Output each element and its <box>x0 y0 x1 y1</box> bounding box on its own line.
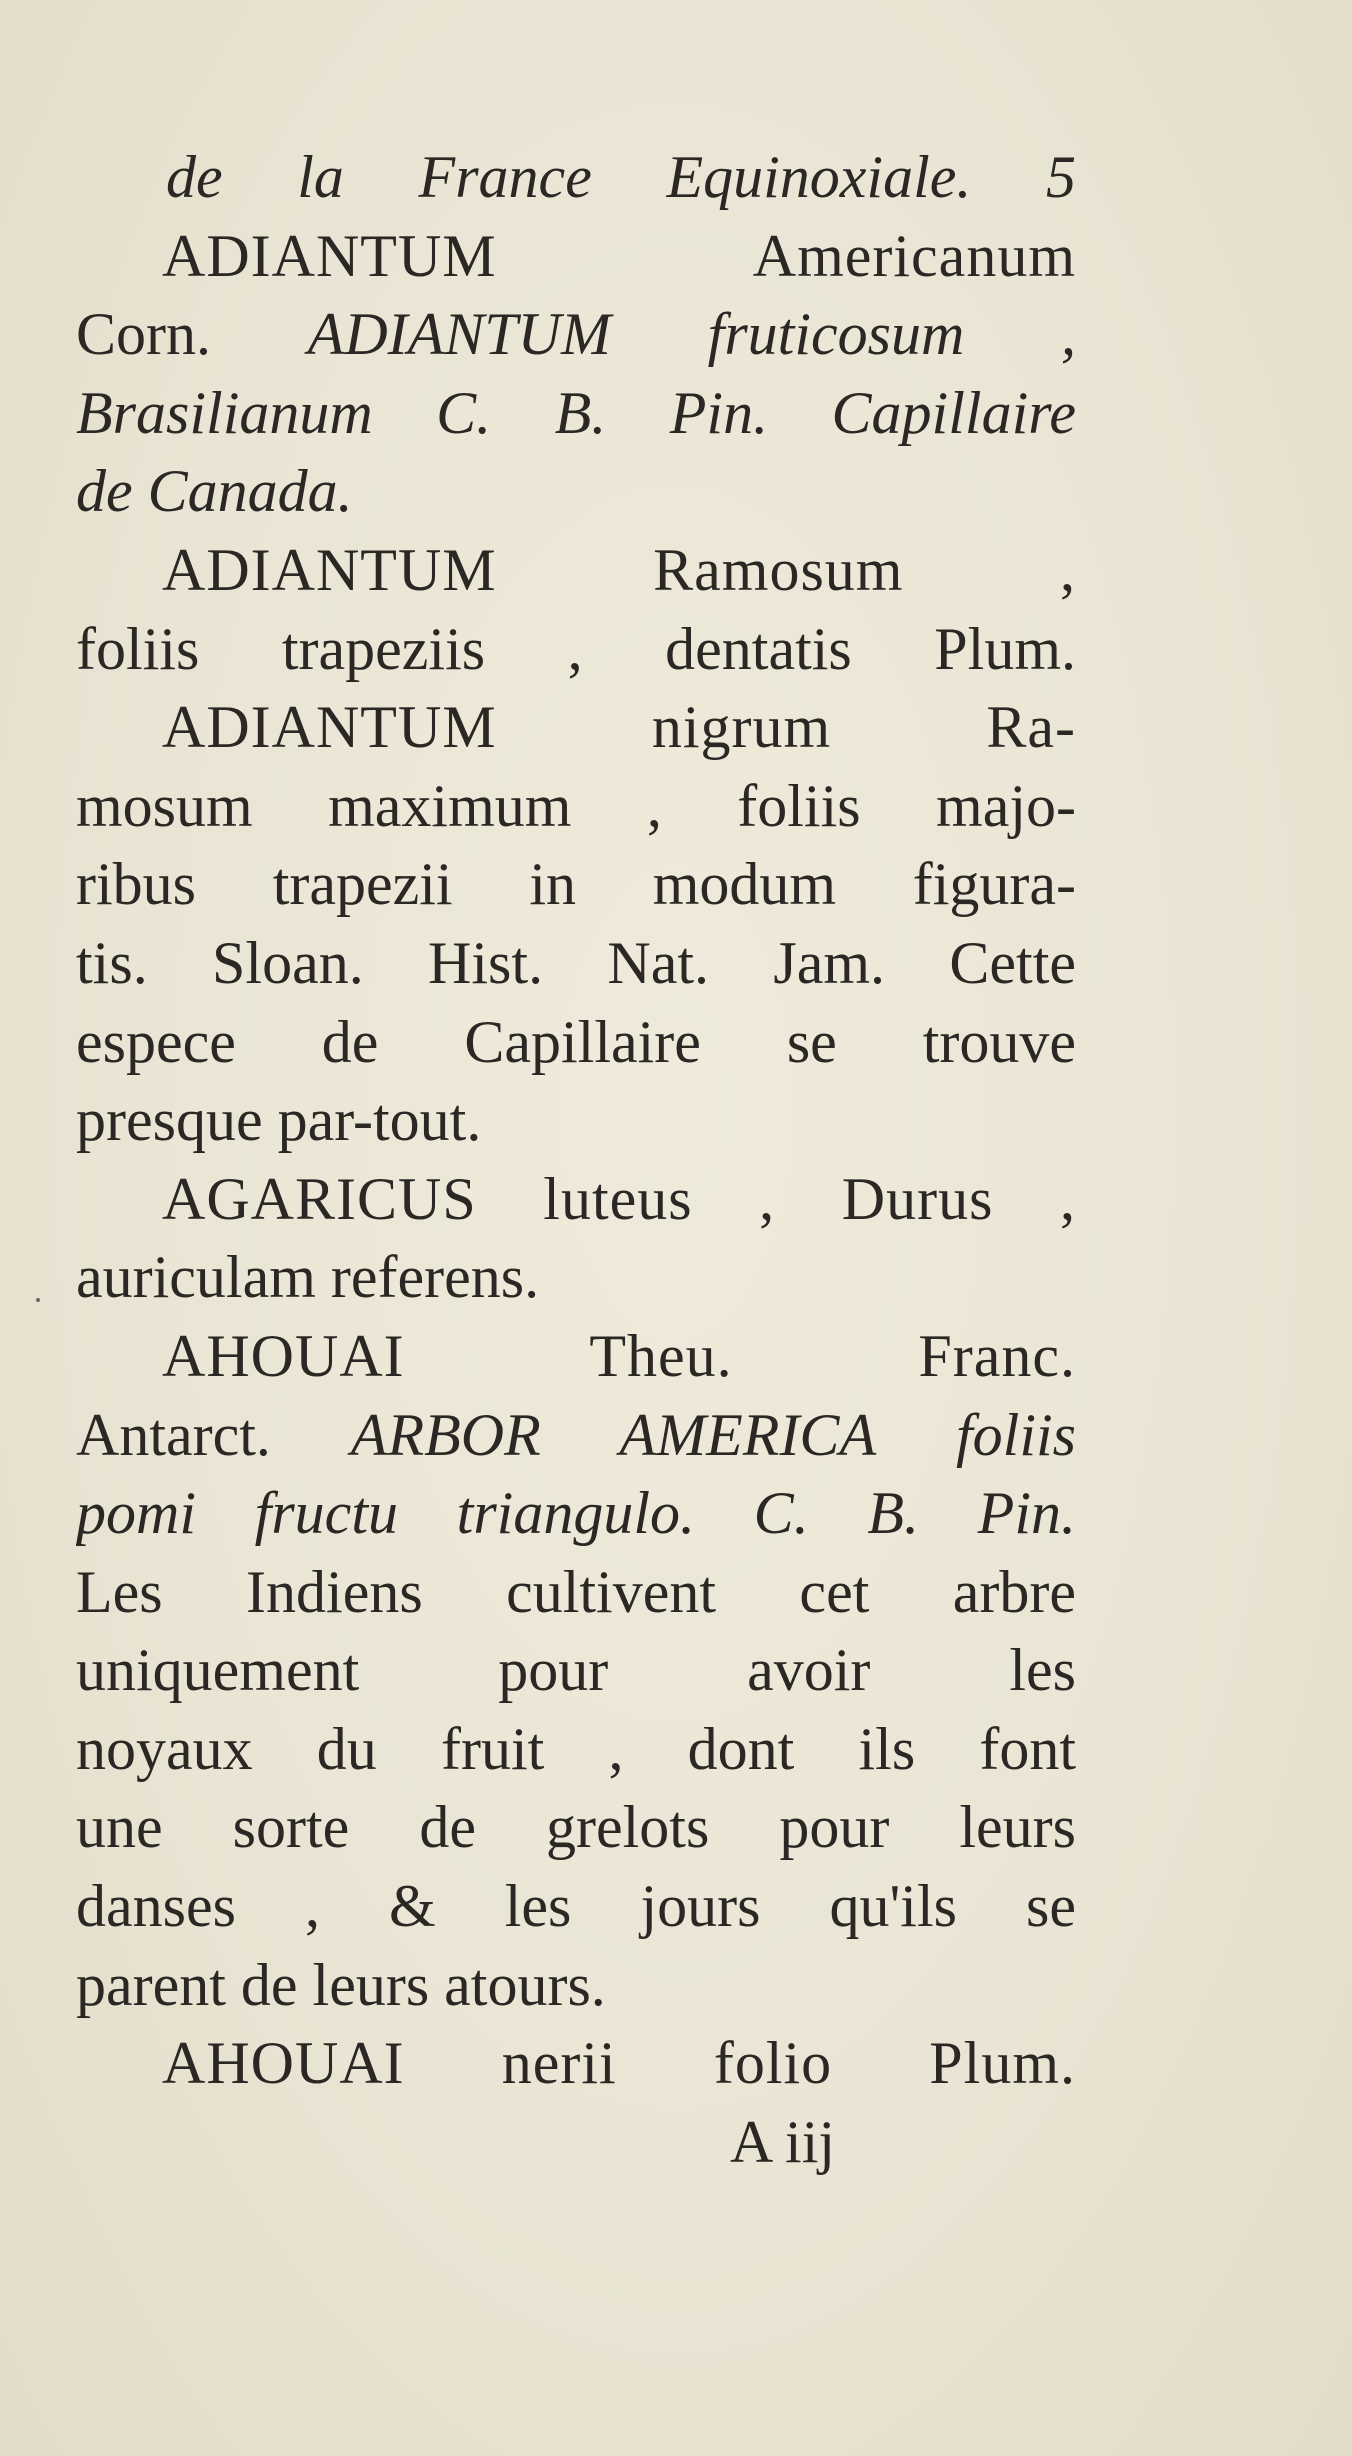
text-line: AHOUAI nerii folio Plum. <box>162 2030 1076 2097</box>
text-line: Les Indiens cultivent cet arbre <box>76 1558 1076 1625</box>
text-line: noyaux du fruit , dont ils font <box>76 1715 1076 1782</box>
text-line: uniquement pour avoir les <box>76 1637 1076 1704</box>
text-line: auriculam referens. <box>76 1244 540 1311</box>
running-header <box>76 138 1076 217</box>
text-line: ribus trapezii in modum figura- <box>76 851 1076 918</box>
text-line: mosum maximum , foliis majo- <box>76 772 1076 839</box>
text-line: AHOUAI Theu. Franc. <box>162 1322 1076 1389</box>
text-line: tis. Sloan. Hist. Nat. Jam. Cette <box>76 929 1076 996</box>
text-line: pomi fructu triangulo. C. B. Pin. <box>76 1480 1076 1547</box>
text-line: une sorte de grelots pour leurs <box>76 1794 1076 1861</box>
text-line: foliis trapeziis , dentatis Plum. <box>76 615 1076 682</box>
signature-mark: A iij <box>730 2108 836 2175</box>
text-line: ADIANTUM Americanum <box>162 222 1076 289</box>
page-text <box>76 138 1076 2181</box>
header-title: de la France Equinoxiale. <box>166 144 972 210</box>
text-line: ADIANTUM Ramosum , <box>162 536 1076 603</box>
text-line: espece de Capillaire se trouve <box>76 1008 1076 1075</box>
text-line: danses , & les jours qu'ils se <box>76 1873 1076 1940</box>
text-line: Antarct. ARBOR AMERICA foliis <box>76 1401 1076 1468</box>
paper-speck <box>36 1298 40 1302</box>
text-line: Corn. ADIANTUM fruticosum , <box>76 301 1076 368</box>
text-line: AGARICUS luteus , Durus , <box>162 1165 1076 1232</box>
page-number: 5 <box>1046 144 1076 210</box>
text-line: parent de leurs atours. <box>76 1951 606 2018</box>
text-line: presque par-tout. <box>76 1087 482 1154</box>
text-line: de Canada. <box>76 458 353 525</box>
text-line: Brasilianum C. B. Pin. Capillaire <box>76 379 1076 446</box>
text-line: ADIANTUM nigrum Ra- <box>162 694 1076 761</box>
